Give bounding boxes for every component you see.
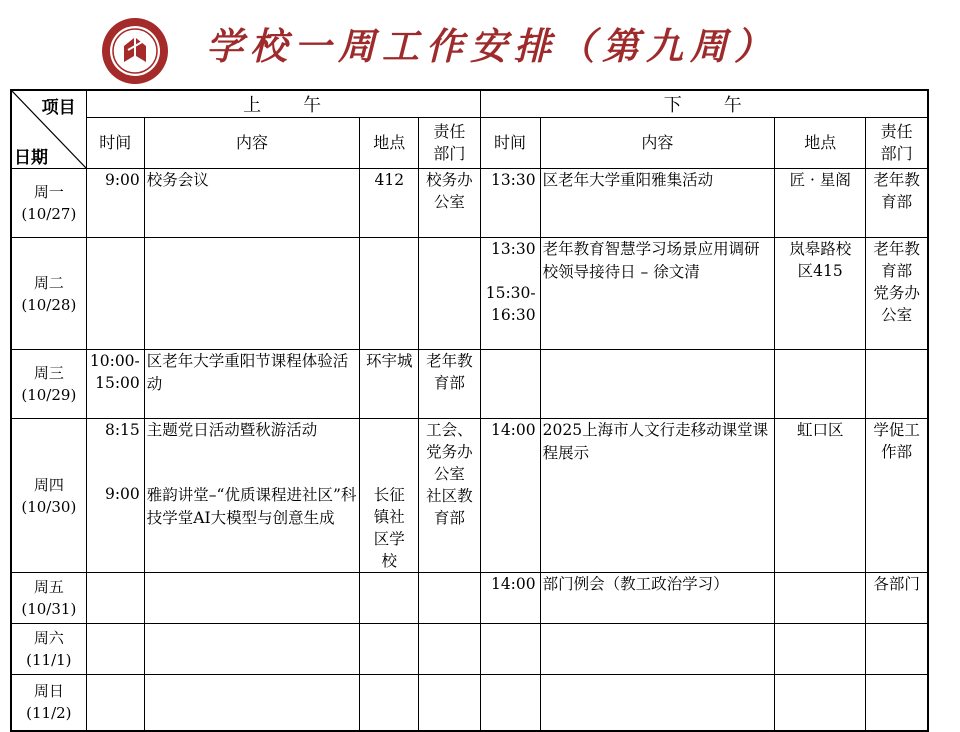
school-logo-icon — [100, 16, 170, 86]
am-dept — [419, 573, 480, 624]
weekly-schedule-table — [10, 89, 929, 732]
am-content — [144, 238, 359, 350]
pm-time: 13:30 15:30-16:30 — [480, 238, 540, 350]
am-time — [86, 573, 144, 624]
am-place — [360, 675, 419, 731]
pm-time — [480, 350, 540, 419]
page-header — [0, 0, 960, 86]
pm-dept: 学促工作部 — [866, 419, 928, 573]
day-cell: 周二 (10/28) — [11, 238, 86, 350]
table-row — [11, 238, 928, 350]
day-cell: 周六 (11/1) — [11, 624, 86, 675]
afternoon-header: 下 午 — [480, 90, 928, 118]
pm-place — [775, 675, 866, 731]
pm-place: 虹口区 — [775, 419, 866, 573]
pm-time-header: 时间 — [480, 118, 540, 169]
day-cell: 周五 (10/31) — [11, 573, 86, 624]
corner-label-date: 日期 — [14, 148, 48, 168]
am-content: 主题党日活动暨秋游活动 雅韵讲堂–“优质课程进社区”科技学堂AI大模型与创意生成 — [144, 419, 359, 573]
am-place: 环宇城 — [360, 350, 419, 419]
pm-place: 岚皋路校区415 — [775, 238, 866, 350]
am-time: 8:15 9:00 — [86, 419, 144, 573]
day-cell: 周三 (10/29) — [11, 350, 86, 419]
pm-content — [540, 624, 775, 675]
table-row — [11, 350, 928, 419]
pm-content-header: 内容 — [540, 118, 775, 169]
am-time: 9:00 — [86, 169, 144, 238]
pm-dept: 各部门 — [866, 573, 928, 624]
am-time — [86, 675, 144, 731]
am-content: 区老年大学重阳节课程体验活动 — [144, 350, 359, 419]
am-time: 10:00-15:00 — [86, 350, 144, 419]
am-dept: 校务办公室 — [419, 169, 480, 238]
table-row — [11, 624, 928, 675]
pm-content: 2025上海市人文行走移动课堂课程展示 — [540, 419, 775, 573]
pm-dept-header: 责任 部门 — [866, 118, 928, 169]
pm-content — [540, 350, 775, 419]
am-dept: 工会、党务办公室 社区教育部 — [419, 419, 480, 573]
am-place — [360, 238, 419, 350]
am-dept — [419, 238, 480, 350]
pm-time — [480, 624, 540, 675]
am-place-header: 地点 — [360, 118, 419, 169]
day-cell: 周一 (10/27) — [11, 169, 86, 238]
pm-dept — [866, 624, 928, 675]
am-dept: 老年教育部 — [419, 350, 480, 419]
am-content — [144, 573, 359, 624]
pm-content — [540, 675, 775, 731]
pm-place: 匠 · 星阁 — [775, 169, 866, 238]
morning-header: 上 午 — [86, 90, 480, 118]
am-time-header: 时间 — [86, 118, 144, 169]
table-row — [11, 675, 928, 731]
pm-dept: 老年教育部 — [866, 169, 928, 238]
am-content: 校务会议 — [144, 169, 359, 238]
day-cell: 周日 (11/2) — [11, 675, 86, 731]
am-dept — [419, 675, 480, 731]
am-place: 长征镇社区学校 — [360, 419, 419, 573]
am-time — [86, 238, 144, 350]
pm-place-header: 地点 — [775, 118, 866, 169]
table-row — [11, 419, 928, 573]
day-cell: 周四 (10/30) — [11, 419, 86, 573]
table-row — [11, 169, 928, 238]
pm-dept — [866, 675, 928, 731]
am-dept-header: 责任 部门 — [419, 118, 480, 169]
page-title: 学校一周工作安排（第九周） — [206, 24, 778, 68]
pm-dept — [866, 350, 928, 419]
pm-content: 部门例会（教工政治学习） — [540, 573, 775, 624]
am-dept — [419, 624, 480, 675]
am-place — [360, 573, 419, 624]
corner-label-item: 项目 — [41, 98, 76, 118]
pm-dept: 老年教育部 党务办公室 — [866, 238, 928, 350]
pm-time: 14:00 — [480, 419, 540, 573]
am-content — [144, 624, 359, 675]
am-content-header: 内容 — [144, 118, 359, 169]
pm-place — [775, 350, 866, 419]
pm-content: 区老年大学重阳雅集活动 — [540, 169, 775, 238]
am-time — [86, 624, 144, 675]
table-row — [11, 573, 928, 624]
pm-time — [480, 675, 540, 731]
pm-time: 13:30 — [480, 169, 540, 238]
pm-place — [775, 573, 866, 624]
pm-time: 14:00 — [480, 573, 540, 624]
am-place — [360, 624, 419, 675]
am-place: 412 — [360, 169, 419, 238]
pm-place — [775, 624, 866, 675]
pm-content: 老年教育智慧学习场景应用调研 校领导接待日 – 徐文清 — [540, 238, 775, 350]
am-content — [144, 675, 359, 731]
table-corner — [11, 90, 86, 169]
